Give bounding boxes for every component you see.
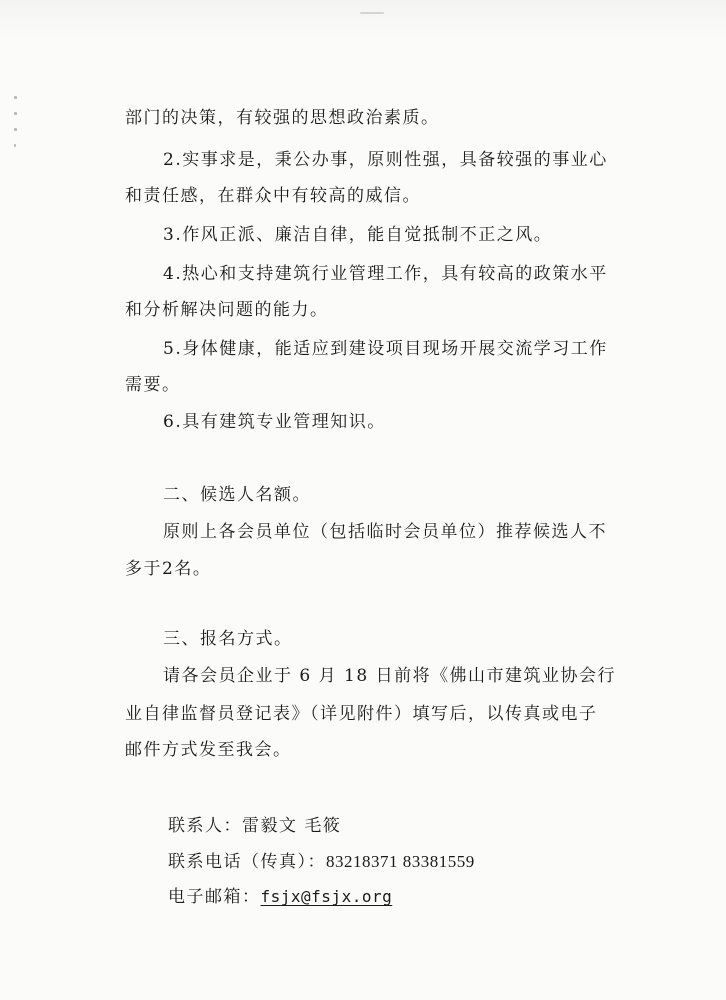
text-line: 3.作风正派、廉洁自律，能自觉抵制不正之风。 xyxy=(163,225,553,245)
contact-email-link[interactable]: fsjx@fsjx.org xyxy=(260,887,393,906)
contact-person-value: 雷毅文 毛筱 xyxy=(242,816,342,836)
section-heading: 二、候选人名额。 xyxy=(163,485,311,505)
contact-phone xyxy=(168,850,475,874)
contact-phone-label: 联系电话（传真）： xyxy=(168,852,326,872)
scan-mark xyxy=(14,112,17,115)
text-line: 6.具有建筑专业管理知识。 xyxy=(163,412,386,432)
text-line: 多于2名。 xyxy=(125,559,212,579)
scan-mark xyxy=(14,128,17,131)
contact-person-label: 联系人： xyxy=(168,816,242,836)
text-line: 请各会员企业于 6 月 18 日前将《佛山市建筑业协会行 xyxy=(163,666,617,686)
contact-email-label: 电子邮箱： xyxy=(168,887,261,907)
scan-mark xyxy=(14,96,17,99)
contact-person xyxy=(168,814,341,838)
text-line: 部门的决策，有较强的思想政治素质。 xyxy=(125,108,440,128)
text-line: 2.实事求是，秉公办事，原则性强，具备较强的事业心 xyxy=(163,150,608,170)
text-line: 邮件方式发至我会。 xyxy=(125,740,292,760)
contact-phone-value: 83218371 83381559 xyxy=(326,852,475,871)
text-line: 4.热心和支持建筑行业管理工作，具有较高的政策水平 xyxy=(163,264,608,284)
scan-mark xyxy=(360,12,384,14)
text-line: 和责任感，在群众中有较高的威信。 xyxy=(125,186,421,206)
text-line: 原则上各会员单位（包括临时会员单位）推荐候选人不 xyxy=(163,522,607,542)
text-line: 和分析解决问题的能力。 xyxy=(125,300,329,320)
text-line: 业自律监督员登记表》（详见附件）填写后，以传真或电子 xyxy=(125,704,598,724)
text-line: 5.身体健康，能适应到建设项目现场开展交流学习工作 xyxy=(163,339,608,359)
contact-email xyxy=(168,885,392,909)
scan-mark xyxy=(14,144,16,147)
text-line: 需要。 xyxy=(125,375,181,395)
section-heading: 三、报名方式。 xyxy=(163,629,293,649)
